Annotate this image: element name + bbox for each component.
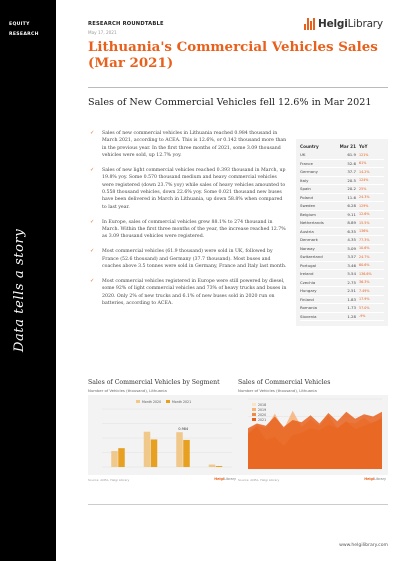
sidebar <box>0 0 56 561</box>
table-cell-country: Sweden <box>300 203 316 209</box>
table-cell-country: Austria <box>300 228 314 234</box>
segment-chart-svg <box>88 395 238 475</box>
page-subtitle: Sales of New Commercial Vehicles fell 12.6% in Mar 2021 <box>88 97 372 108</box>
table-cell-country: Czechia <box>300 279 316 285</box>
table-cell-country: Finland <box>300 296 314 302</box>
table-row <box>300 287 384 296</box>
table-cell-value: 6.28 <box>347 203 356 209</box>
table-cell-yoy: 14.2% <box>359 169 370 174</box>
table-cell-value: 9.11 <box>347 211 356 217</box>
bar <box>144 432 151 467</box>
mini-logo-text: Library <box>224 477 236 481</box>
table-cell-yoy: 15.5% <box>359 220 370 225</box>
total-chart-svg <box>238 395 388 475</box>
bullet-text: Sales of new light commercial vehicles reached 0.393 thousand in March, up 19.8% yoy. Some 0.570 thousand medium and heavy commercial vehicles were registered (down 23.7% yoy) while sales of heavy vehicles amounted to 0.558 thousand vehicles, down 22.6% yoy. Some 0.021 thousand new buses have been delivered in March in Lithuania, up down 58.8% when compared to last year. <box>102 167 286 210</box>
table-cell-value: 5.09 <box>347 245 356 251</box>
table-cell-value: 6.35 <box>347 228 356 234</box>
segment-chart <box>88 379 238 487</box>
table-row <box>300 279 384 288</box>
bullet-text: Sales of new commercial vehicles in Lithuania reached 0.984 thousand in March 2021, according to ACEA. This is 12.6%, or 0.142 thousand more than in the previous year. In the first three months of 2021, some 3.09 thousand vehicles were sold, up 12.7% yoy. <box>102 131 287 159</box>
total-chart-plot <box>238 395 388 475</box>
table-cell-value: 37.7 <box>347 169 356 175</box>
bullet-list <box>88 130 288 315</box>
header-date: May 17, 2021 <box>88 30 117 35</box>
bullet-item <box>88 248 288 270</box>
table-cell-value: 61.9 <box>347 152 356 158</box>
data-label: 0.984 <box>178 427 189 432</box>
table-row <box>300 160 384 169</box>
check-icon: ✓ <box>90 166 95 173</box>
legend-swatch <box>136 400 140 403</box>
footer-url[interactable]: www.helgilibrary.com <box>339 543 388 548</box>
legend-swatch <box>252 413 256 416</box>
legend-label: 2018 <box>258 403 267 407</box>
table-cell-country: Romania <box>300 305 318 311</box>
table-row <box>300 270 384 279</box>
legend-label: Month 2021 <box>172 400 192 404</box>
table-cell-country: Spain <box>300 186 311 192</box>
bullet-text: Most commercial vehicles (61.9 thousand) were sold in UK, followed by France (52.6 thousand) and Germany (37.7 thousand). Most buses and coaches above 3.5 tonnes were sold in Germany, France and Italy last month. <box>102 249 287 269</box>
table-cell-value: 2.75 <box>347 279 356 285</box>
bullet-text: In Europe, sales of commercial vehicles grew 88.1% to 274 thousand in March. Within the first three months of the year, the increase reached 12.7% as 3.09 thousand vehicles were registered. <box>102 219 286 240</box>
table-header-mar21: Mar 21 <box>339 144 356 149</box>
table-cell-yoy: 124% <box>359 178 369 183</box>
total-chart-title: Sales of Commercial Vehicles <box>238 379 331 386</box>
table-row <box>300 202 384 211</box>
check-icon: ✓ <box>90 130 95 136</box>
header-kicker: RESEARCH ROUNDTABLE <box>88 21 164 27</box>
segment-chart-source: Source: ACEA, Helgi Library <box>88 478 130 482</box>
sidebar-label-line1: EQUITY <box>9 22 30 27</box>
divider <box>88 87 388 88</box>
segment-chart-title: Sales of Commercial Vehicles by Segment <box>88 379 220 386</box>
table-cell-value: 1.83 <box>347 296 356 302</box>
legend-label: Month 2020 <box>142 400 162 404</box>
logo-text <box>318 18 383 30</box>
segment-chart-plot <box>88 395 238 475</box>
total-chart-logo <box>364 477 386 481</box>
table-row <box>300 236 384 245</box>
table-cell-value: 52.6 <box>347 160 356 166</box>
table-row <box>300 253 384 262</box>
table-cell-value: 11.6 <box>347 194 356 200</box>
table-header <box>300 142 384 151</box>
table-cell-yoy: 57.0% <box>359 305 370 310</box>
table-row <box>300 296 384 305</box>
table-cell-value: 2.51 <box>347 288 356 294</box>
table-cell-value: 8.89 <box>347 220 356 226</box>
sidebar-label-line2: RESEARCH <box>9 32 39 37</box>
total-chart-subtitle: Number of Vehicles (thousand), Lithuania <box>238 388 317 393</box>
table-row <box>300 313 384 322</box>
table-cell-country: Italy <box>300 177 309 183</box>
table-cell-yoy: 12.6% <box>359 212 370 217</box>
legend-label: 2021 <box>258 418 267 422</box>
table-cell-country: France <box>300 160 313 166</box>
legend-swatch <box>252 418 256 421</box>
bar <box>216 466 223 467</box>
area-series <box>248 412 382 469</box>
table-cell-yoy: 136.6% <box>359 271 372 276</box>
table-cell-country: UK <box>300 152 306 158</box>
table-cell-yoy: 24.7% <box>359 254 370 259</box>
table-cell-country: Poland <box>300 194 313 200</box>
table-cell-country: Denmark <box>300 237 318 243</box>
table-cell-yoy: 77.3% <box>359 237 370 242</box>
check-icon: ✓ <box>90 218 95 225</box>
table-cell-value: 1.73 <box>347 305 356 311</box>
table-cell-country: Ireland <box>300 271 314 277</box>
legend-label: 2020 <box>258 413 267 417</box>
table-cell-value: 5.54 <box>347 271 356 277</box>
table-cell-yoy: 60.6% <box>359 263 370 268</box>
table-row <box>300 194 384 203</box>
table-row <box>300 219 384 228</box>
table-cell-value: 4.35 <box>347 237 356 243</box>
table-row <box>300 228 384 237</box>
sidebar-label <box>9 20 39 40</box>
check-icon: ✓ <box>90 248 95 255</box>
bar <box>183 440 190 467</box>
table-cell-yoy: 17.9% <box>359 297 370 302</box>
table-cell-value: 20.2 <box>347 186 356 192</box>
table-cell-value: 3.57 <box>347 254 356 260</box>
page-title: Lithuania's Commercial Vehicles Sales (Mar 2021) <box>88 39 378 71</box>
table-header-country: Country <box>300 144 319 149</box>
table-row <box>300 177 384 186</box>
bar <box>176 432 183 467</box>
table-row <box>300 185 384 194</box>
segment-chart-subtitle: Number of Vehicles (thousand), Lithuania <box>88 388 167 393</box>
table-cell-yoy: 121% <box>359 152 369 157</box>
table-cell-country: Switzerland <box>300 254 323 260</box>
table-cell-country: Belgium <box>300 211 316 217</box>
country-sales-table <box>296 139 388 326</box>
bullet-item <box>88 278 288 307</box>
legend-swatch <box>166 400 170 403</box>
table-cell-country: Portugal <box>300 262 317 268</box>
table-cell-yoy: 25% <box>359 186 367 191</box>
total-chart <box>238 379 388 487</box>
logo-text-regular: Library <box>347 18 383 30</box>
table-header-yoy: YoY <box>359 144 368 149</box>
bar <box>118 448 125 467</box>
table-cell-yoy: 61% <box>359 161 367 166</box>
table-body <box>300 151 384 321</box>
table-cell-country: Germany <box>300 169 318 175</box>
table-cell-yoy: 7.49% <box>359 288 370 293</box>
bullet-text: Most commercial vehicles registered in Europe were still powered by diesel, some 92% of light commercial vehicles and 73% of heavy trucks and buses in 2020. Only 2% of new trucks and 6.1% of new buses sold in 2020 run on batteries, according to ACEA. <box>102 278 287 306</box>
mini-logo-bold: Helgi <box>214 477 225 481</box>
table-cell-yoy: 136% <box>359 229 369 234</box>
bullet-item <box>88 219 288 241</box>
table-cell-value: 20.5 <box>347 177 356 183</box>
bar <box>209 465 216 467</box>
table-row <box>300 245 384 254</box>
bar <box>111 451 118 467</box>
table-cell-yoy: 36.3% <box>359 280 370 285</box>
legend-swatch <box>252 403 256 406</box>
table-cell-yoy: 129% <box>359 203 369 208</box>
segment-chart-logo <box>214 477 236 481</box>
sidebar-tagline: Data tells a story <box>12 228 27 352</box>
check-icon: ✓ <box>90 277 95 284</box>
bar <box>151 439 158 467</box>
logo-text-bold: Helgi <box>318 18 348 30</box>
table-row <box>300 304 384 313</box>
legend-swatch <box>252 408 256 411</box>
bullet-item <box>88 130 288 159</box>
footer-divider <box>88 504 388 505</box>
table-cell-value: 1.28 <box>347 313 356 319</box>
table-row <box>300 151 384 160</box>
table-cell-country: Netherlands <box>300 220 324 226</box>
logo-mark-icon <box>304 18 315 30</box>
table-cell-yoy: -9% <box>359 314 366 319</box>
mini-logo-text: Library <box>374 477 386 481</box>
table-row <box>300 262 384 271</box>
total-chart-source: Source: ACEA, Helgi Library <box>238 478 280 482</box>
bullet-item <box>88 167 288 211</box>
mini-logo-bold: Helgi <box>364 477 375 481</box>
helgi-library-logo[interactable] <box>304 18 383 30</box>
table-cell-yoy: 10.6% <box>359 246 370 251</box>
table-cell-yoy: 24.3% <box>359 195 370 200</box>
table-cell-country: Norway <box>300 245 315 251</box>
legend-label: 2019 <box>258 408 267 412</box>
table-cell-country: Slovenia <box>300 313 317 319</box>
table-row <box>300 211 384 220</box>
table-cell-value: 3.46 <box>347 262 356 268</box>
table-row <box>300 168 384 177</box>
table-cell-country: Hungary <box>300 288 317 294</box>
